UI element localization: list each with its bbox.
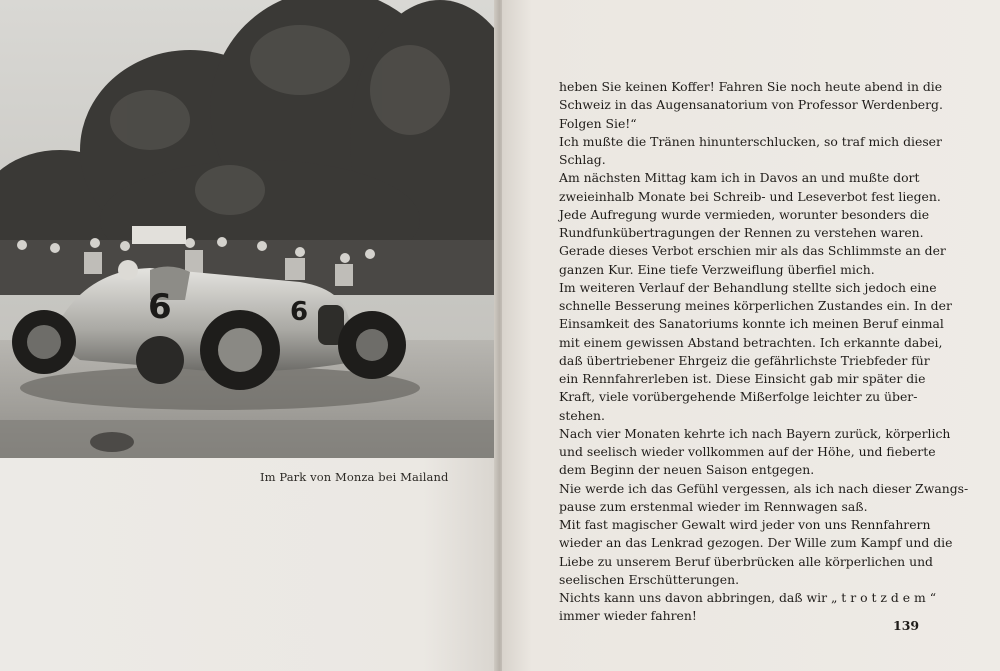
right-page [502,0,1000,671]
text-line: zweieinhalb Monate bei Schreib- und Leseverbot fest liegen. [559,188,941,204]
text-line: ein Rennfahrerleben ist. Diese Einsicht gab mir später die [559,371,926,386]
car-number-side: 6 [148,287,172,327]
text-line: daß übertriebener Ehrgeiz die gefährlichste Triebfeder für [559,352,930,368]
text-line: Folgen Sie!“ [559,115,637,131]
text-line: pause zum erstenmal wieder im Rennwagen saß. [559,498,868,514]
text-line: Einsamkeit des Sanatoriums konnte ich meinen Beruf einmal [559,316,944,332]
left-page [0,0,498,671]
text-line: stehen. [559,407,605,423]
text-line: heben Sie keinen Koffer! Fahren Sie noch heute abend in die [559,79,943,94]
text-line: Rundfunkübertragungen der Rennen zu verstehen waren. [559,225,924,240]
text-line: immer wieder fahren! [559,608,697,624]
text-line: Schlag. [559,152,606,167]
text-line: Im weiteren Verlauf der Behandlung stellte sich jedoch eine [559,279,937,295]
text-line: Gerade dieses Verbot erschien mir als das Schlimmste an der [559,243,946,259]
text-line: seelischen Erschütterungen. [559,571,740,587]
car-number-nose: 6 [290,297,309,327]
page-number: 139 [893,618,920,633]
text-line: Jede Aufregung wurde vermieden, worunter besonders die [559,206,930,222]
text-line: Liebe zu unserem Beruf überbrücken alle körperlichen und [559,553,933,569]
text-line: Nie werde ich das Gefühl vergessen, als ich nach dieser Zwangs- [559,480,969,496]
text-line: schnelle Besserung meines körperlichen Zustandes ein. In der [559,298,952,313]
text-line: mit einem gewissen Abstand betrachten. Ich erkannte dabei, [559,334,943,350]
text-line: Nach vier Monaten kehrte ich nach Bayern zurück, körperlich [559,425,951,441]
text-line: und seelisch wieder vollkommen auf der Höhe, und fieberte [559,444,936,459]
text-line: ganzen Kur. Eine tiefe Verzweiflung überfiel mich. [559,261,875,277]
text-line: Am nächsten Mittag kam ich in Davos an und mußte dort [559,170,920,186]
text-line: Mit fast magischer Gewalt wird jeder von uns Rennfahrern [559,517,931,532]
text-line: Ich mußte die Tränen hinunterschlucken, so traf mich dieser [559,133,942,149]
text-line: wieder an das Lenkrad gezogen. Der Wille zum Kampf und die [559,535,953,551]
photo-caption: Im Park von Monza bei Mailand [260,470,449,484]
text-line: Schweiz in das Augensanatorium von Professor Werdenberg. [559,97,943,113]
race-car-photo [0,0,498,458]
text-line: Kraft, viele vorübergehende Mißerfolge leichter zu über- [559,389,918,405]
text-line: dem Beginn der neuen Saison entgegen. [559,462,815,478]
text-line: Nichts kann uns davon abbringen, daß wir „ t r o t z d e m “ [559,590,937,605]
